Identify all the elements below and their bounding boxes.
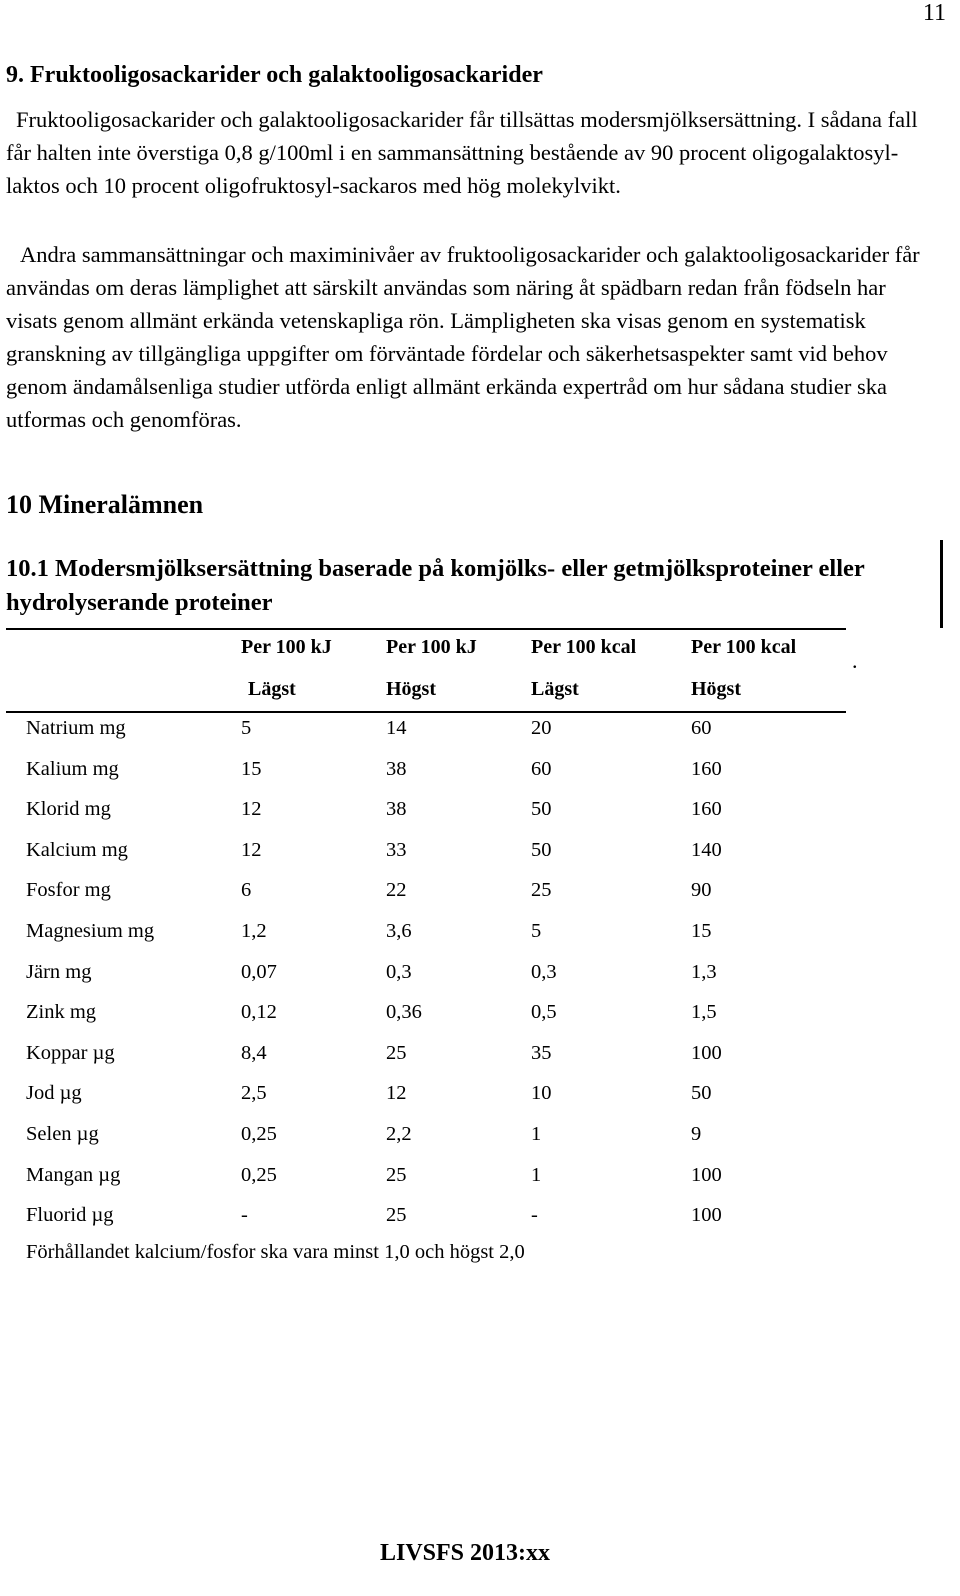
table-cell: 35 — [531, 1041, 552, 1064]
table-cell: 50 — [531, 838, 552, 861]
table-cell: 25 — [386, 1163, 407, 1186]
table-cell: - — [531, 1204, 538, 1227]
header-per-100kcal-2: Per 100 kcal — [691, 636, 797, 658]
row-label: Järn mg — [26, 960, 92, 983]
header-per-100kj-1: Per 100 kJ — [241, 636, 332, 658]
table-top-rule — [6, 628, 846, 630]
table-cell: 20 — [531, 717, 552, 739]
section-10-1-heading: 10.1 Modersmjölksersättning baserade på komjölks- eller getmjölksproteiner eller hydrolyserande proteiner — [6, 555, 865, 616]
table-cell: 14 — [386, 717, 407, 739]
row-label: Kalcium mg — [26, 838, 128, 861]
table-cell: 1 — [531, 1123, 542, 1145]
table-cell: 25 — [386, 1204, 407, 1227]
table-cell: 100 — [691, 1163, 722, 1186]
table-cell: 0,25 — [241, 1123, 277, 1145]
header-lagst-kj: Lägst — [248, 678, 296, 700]
table-cell: 100 — [691, 1204, 722, 1227]
table-cell: 25 — [386, 1041, 407, 1064]
table-cell: 0,25 — [241, 1163, 277, 1186]
table-cell: 9 — [691, 1123, 702, 1145]
table-cell: 22 — [386, 879, 407, 902]
table-cell: 0,5 — [531, 1001, 557, 1024]
table-cell: 1,2 — [241, 920, 267, 942]
section-9-paragraph-2: Andra sammansättningar och maximinivåer av fruktooligosackarider och galaktooligosackarider får användas om deras lämplighet att särskilt användas som näring åt spädbarn redan från födseln har visats genom allmänt erkända vetenskapliga rön. Lämpligheten ska visas genom en systematisk granskning av tillgängliga uppgifter om förväntade fördelar och säkerhetsaspekter samt vid behov genom ändamålsenliga studier utförda enligt allmänt erkända expertråd om hur sådana studier ska utformas och genomföras. — [6, 242, 920, 432]
row-label: Zink mg — [26, 1001, 97, 1024]
table-cell: 2,5 — [241, 1082, 267, 1105]
table-cell: 15 — [691, 920, 712, 942]
table-cell: 12 — [241, 838, 262, 861]
table-cell: 0,36 — [386, 1001, 422, 1024]
table-cell: 140 — [691, 838, 722, 861]
table-cell: 60 — [691, 717, 712, 739]
table-cell: 160 — [691, 757, 722, 780]
table-cell: 1,5 — [691, 1001, 717, 1024]
row-label: Koppar µg — [26, 1041, 115, 1064]
table-cell: 60 — [531, 757, 552, 780]
table-cell: 0,3 — [531, 960, 557, 983]
table-cell: 160 — [691, 798, 722, 821]
row-label: Fosfor mg — [26, 879, 111, 902]
table-cell: 38 — [386, 757, 407, 780]
page-number: 11 — [922, 0, 946, 26]
table-cell: 5 — [241, 717, 252, 739]
table-cell: 38 — [386, 798, 407, 821]
table-cell: 25 — [531, 879, 552, 902]
table-cell: 10 — [531, 1082, 552, 1105]
table-cell: 8,4 — [241, 1041, 267, 1064]
header-per-100kj-2: Per 100 kJ — [386, 636, 477, 658]
row-label: Selen µg — [26, 1123, 99, 1145]
table-cell: 50 — [691, 1082, 712, 1105]
header-lagst-kcal: Lägst — [531, 678, 579, 700]
table-cell: 1 — [531, 1163, 542, 1186]
section-10-heading: 10 Mineralämnen — [6, 490, 204, 519]
row-label: Magnesium mg — [26, 920, 155, 942]
row-label: Mangan µg — [26, 1163, 121, 1186]
table-cell: 33 — [386, 838, 407, 861]
table-cell: 15 — [241, 757, 262, 780]
footer-document-id: LIVSFS 2013:xx — [379, 1540, 551, 1566]
table-cell: 12 — [241, 798, 262, 821]
table-cell: 5 — [531, 920, 542, 942]
row-label: Natrium mg — [26, 717, 126, 739]
table-cell: 0,3 — [386, 960, 412, 983]
row-label: Kalium mg — [26, 757, 119, 780]
table-cell: 6 — [241, 879, 252, 902]
table-cell: 1,3 — [691, 960, 717, 983]
table-cell: 50 — [531, 798, 552, 821]
row-label: Jod µg — [26, 1082, 82, 1105]
header-hogst-kcal: Högst — [691, 678, 741, 700]
section-9-paragraph-1: Fruktooligosackarider och galaktooligosackarider får tillsättas modersmjölksersättning. I sådana fall får halten inte överstiga 0,8 g/100ml i en sammansättning bestående av 90 procent oligogalaktosyl-laktos och 10 procent oligofruktosyl-sackaros med hög molekylvikt. — [6, 107, 918, 198]
table-cell: 2,2 — [386, 1123, 412, 1145]
table-footnote: Förhållandet kalcium/fosfor ska vara minst 1,0 och högst 2,0 — [26, 1241, 525, 1263]
table-cell: 100 — [691, 1041, 722, 1064]
table-cell: 90 — [691, 879, 712, 902]
table-cell: - — [241, 1204, 248, 1227]
table-cell: 3,6 — [386, 920, 412, 942]
table-cell: 0,12 — [241, 1001, 277, 1024]
trailing-period: . — [852, 648, 858, 673]
row-label: Fluorid µg — [26, 1204, 114, 1227]
table-cell: 12 — [386, 1082, 407, 1105]
header-hogst-kj: Högst — [386, 678, 436, 700]
table-header-rule — [6, 711, 846, 713]
margin-change-bar — [940, 540, 943, 628]
header-per-100kcal-1: Per 100 kcal — [531, 636, 637, 658]
row-label: Klorid mg — [26, 798, 111, 821]
section-9-heading: 9. Fruktooligosackarider och galaktooligosackarider — [6, 62, 543, 88]
table-cell: 0,07 — [241, 960, 277, 983]
